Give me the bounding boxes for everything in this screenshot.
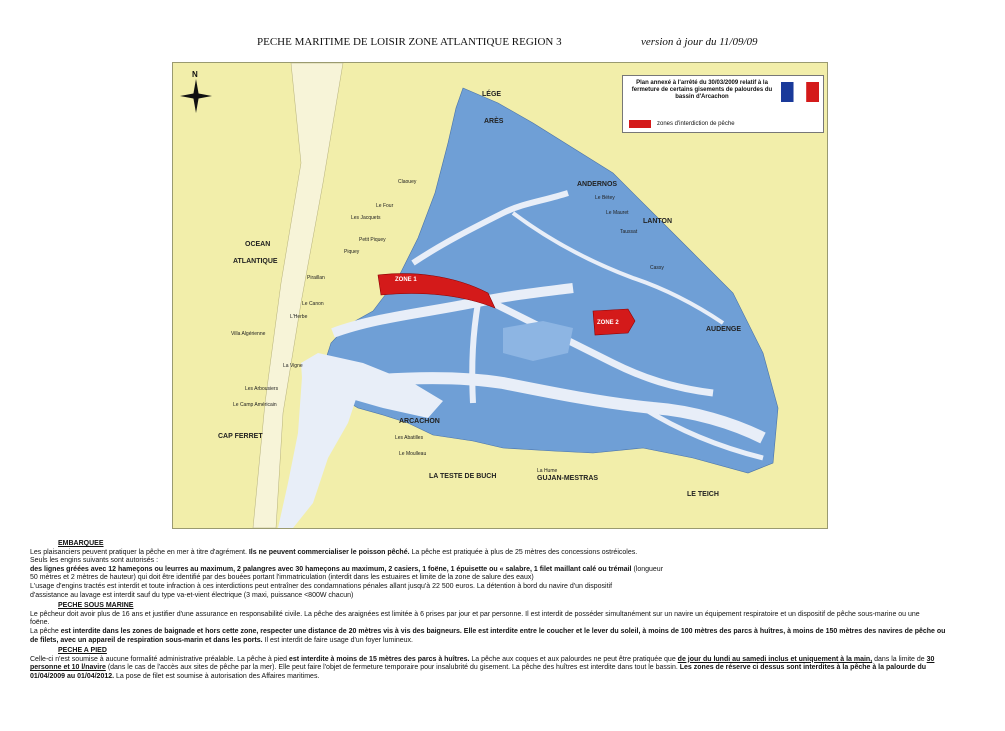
embarquee-line-3a: des lignes gréées avec 12 hameçons ou leurres au maximum, 2 palangres avec 30 hameçons au maximum, 2 casiers, 1 foëne, 1 épuisette ou « salabre, 1 filet maillant calé ou trémail <box>30 565 632 573</box>
place-le-teich: LE TEICH <box>687 491 719 498</box>
legend-box <box>622 75 824 133</box>
version-date: version à jour du 11/09/09 <box>641 36 758 48</box>
place-abatilles: Les Abatilles <box>395 435 424 441</box>
pied-line-2 <box>30 664 990 673</box>
embarquee-line-3b: (longueur <box>631 565 664 573</box>
embarquee-line-1c: La pêche est pratiquée à plus de 25 mètres des concessions ostréicoles. <box>409 548 638 556</box>
place-atlantique: ATLANTIQUE <box>233 258 278 265</box>
page-title: PECHE MARITIME DE LOISIR ZONE ATLANTIQUE REGION 3 <box>257 36 562 48</box>
pied-line-3a: 01/04/2009 au 01/04/2012. <box>30 672 115 680</box>
embarquee-line-1 <box>30 549 990 558</box>
embarquee-line-4: 50 mètres et 2 mètres de hauteur) qui doit être identifié par des bouées portant l'immatriculation (interdit dans les estuaires et limite de la zone de salure des eaux) <box>30 574 534 582</box>
embarquee-line-1b: Ils ne peuvent commercialiser le poisson pêché. <box>248 548 410 556</box>
place-moulleau: Le Moulleau <box>399 451 427 457</box>
place-petit-piquey: Petit Piquey <box>359 237 386 243</box>
place-lanton: LANTON <box>643 218 673 225</box>
sous-marine-line-4 <box>30 637 990 646</box>
embarquee-line-5: L'usage d'engins tractés est interdit et toute infraction à ces interdictions peut entraîner des condamnations pénales allant jusqu'à 22 500 euros. La détention à bord du navire d'un dispositif <box>30 582 613 590</box>
place-cap-ferret: CAP FERRET <box>218 433 263 440</box>
sous-marine-line-2: foëne. <box>30 619 50 627</box>
place-villa-algerienne: Villa Algérienne <box>231 331 266 337</box>
north-label: N <box>192 70 198 79</box>
republique-francaise-logo <box>781 82 819 108</box>
pied-line-1b: est interdite à moins de 15 mètres des parcs à huîtres. <box>288 655 470 663</box>
pied-line-1a: Celle-ci n'est soumise à aucune formalité administrative préalable. La pêche à pied <box>30 655 289 663</box>
place-piquey: Piquey <box>344 249 360 255</box>
zone-2-label: ZONE 2 <box>597 320 619 326</box>
place-cassy: Cassy <box>650 265 664 271</box>
place-la-vigne: La Vigne <box>283 363 303 369</box>
pied-line-1d: de jour du lundi au samedi inclus et uniquement à la main, <box>677 655 873 663</box>
place-gujan: GUJAN-MESTRAS <box>537 475 599 482</box>
zone-1-label: ZONE 1 <box>395 277 417 283</box>
section-embarquee-title: EMBARQUEE <box>58 540 104 547</box>
place-ocean: OCEAN <box>245 241 271 248</box>
pied-line-1f: 30 <box>926 655 935 663</box>
place-piraillan: Piraillan <box>307 275 325 281</box>
pied-line-3 <box>30 673 990 682</box>
place-mauret: Le Mauret <box>606 210 629 216</box>
sous-marine-line-3b: est interdite dans les zones de baignade et hors cette zone, respecter une distance de 20 mètres vis à vis des baigneurs. Elle est interdite entre le coucher et le lever du soleil, à moins de 100 mètres des parcs à huîtres, à moins de 150 mètres des navires de pêche ou <box>60 627 946 635</box>
sous-marine-line-3a: La pêche <box>30 627 61 635</box>
place-betey: Le Bétey <box>595 195 615 201</box>
place-taussat: Taussat <box>620 229 638 235</box>
legend-text: Plan annexé à l'arrêté du 30/03/2009 relatif à la fermeture de certains gisements de palourdes du bassin d'Arcachon <box>631 80 773 100</box>
place-le-four: Le Four <box>376 203 394 209</box>
place-la-teste: LA TESTE DE BUCH <box>429 473 497 480</box>
pied-line-2b: (dans le cas de l'accès aux sites de pêche par la mer). Elle peut faire l'objet de fermeture temporaire pour insalubrité du gisement. La pêche des huîtres est interdite dans tout le bassin. <box>105 664 680 672</box>
sous-marine-line-3 <box>30 628 990 637</box>
pied-line-3b: La pose de filet est soumise à autorisation des Affaires maritimes. <box>114 672 320 680</box>
regulations-text <box>30 538 990 682</box>
embarquee-line-6: d'assistance au lavage est interdit sauf du type va-et-vient électrique (3 maxi, puissance <800W chacun) <box>30 591 354 599</box>
place-canon: Le Canon <box>302 301 324 307</box>
place-arcachon: ARCACHON <box>399 418 440 425</box>
zone-swatch <box>629 120 651 128</box>
sous-marine-line-4a: de filets, avec un appareil de respiration sous-marin et dans les ports. <box>30 636 263 644</box>
place-ares: ARÈS <box>484 118 504 125</box>
embarquee-line-3 <box>30 566 990 575</box>
place-herbe: L'Herbe <box>290 314 308 320</box>
section-pied-title: PECHE A PIED <box>58 647 107 655</box>
place-audenge: AUDENGE <box>706 326 742 333</box>
pied-line-2a: personne et 10 l/navire <box>30 664 106 672</box>
compass-rose <box>178 71 214 115</box>
place-lege: LÉGE <box>482 91 502 98</box>
place-claouey: Claouey <box>398 179 417 185</box>
zone-swatch-label: zones d'interdiction de pêche <box>657 121 735 127</box>
sous-marine-line-1: Le pêcheur doit avoir plus de 16 ans et justifier d'une assurance en responsabilité civile. La pêche des araignées est limitée à 6 prises par jour et par personne. Il est interdit de posséder simultanément sur un navire un équipement respiratoire et un dispositif de pêche sous-marine ou une <box>30 610 920 618</box>
pied-line-1e: dans la limite de <box>872 655 927 663</box>
place-camp-americain: Le Camp Américain <box>233 402 277 408</box>
place-jacquets: Les Jacquets <box>351 215 381 221</box>
place-andernos: ANDERNOS <box>577 181 618 188</box>
place-arbousiers: Les Arbousiers <box>245 386 279 392</box>
place-hume: La Hume <box>537 468 558 474</box>
section-sous-marine-title: PECHE SOUS MARINE <box>58 602 134 610</box>
map[interactable] <box>172 62 828 529</box>
embarquee-line-1a: Les plaisanciers peuvent pratiquer la pêche en mer à titre d'agrément. <box>30 548 249 556</box>
pied-line-1c: La pêche aux coques et aux palourdes ne peut être pratiquée que <box>469 655 678 663</box>
pied-line-1 <box>30 656 990 665</box>
pied-line-2c: Les zones de réserve ci dessus sont interdites à la pêche à la palourde du <box>679 664 927 672</box>
sous-marine-line-4b: Il est interdit de faire usage d'un foyer lumineux. <box>262 636 414 644</box>
embarquee-line-2: Seuls les engins suivants sont autorisés : <box>30 557 159 565</box>
